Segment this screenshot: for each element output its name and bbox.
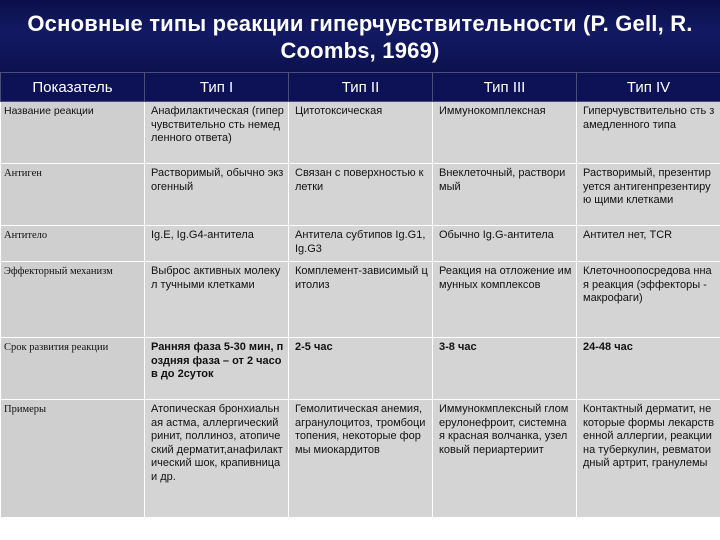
row-label: Название реакции — [1, 102, 145, 164]
table-cell: Комплемент-зависимый цитолиз — [289, 262, 433, 338]
table-row — [1, 262, 720, 338]
table-cell: Иммунокомплексная — [433, 102, 577, 164]
table-cell: Клеточноопосредова нная реакция (эффекторы - макрофаги) — [577, 262, 720, 338]
table-cell: Иммунокмплексный гломерулонефроит, системная красная волчанка, узелковый периартериит — [433, 400, 577, 518]
hypersensitivity-table — [0, 72, 720, 518]
table-cell: Обычно Ig.G-антитела — [433, 226, 577, 262]
row-label: Срок развития реакции — [1, 338, 145, 400]
table-row — [1, 226, 720, 262]
table-cell: 2-5 час — [289, 338, 433, 400]
table-cell: Ранняя фаза 5-30 мин, поздняя фаза – от 2 часов до 2суток — [145, 338, 289, 400]
header-row — [1, 73, 720, 102]
table-cell: Внеклеточный, растворимый — [433, 164, 577, 226]
row-label: Антиген — [1, 164, 145, 226]
header-type-1: Тип I — [145, 73, 289, 102]
table-cell: Реакция на отложение иммунных комплексов — [433, 262, 577, 338]
row-label: Антитело — [1, 226, 145, 262]
table-cell: Ig.E, Ig.G4-антитела — [145, 226, 289, 262]
header-type-4: Тип IV — [577, 73, 720, 102]
header-indicator: Показатель — [1, 73, 145, 102]
table-cell: Анафилактическая (гиперчувствительно сть немедленного ответа) — [145, 102, 289, 164]
table-row — [1, 338, 720, 400]
title-bar — [0, 0, 720, 72]
table-cell: Антител нет, TCR — [577, 226, 720, 262]
table-cell: 3-8 час — [433, 338, 577, 400]
table-cell: Гемолитическая анемия, агранулоцитоз, тромбоцитопения, некоторые формы миокардитов — [289, 400, 433, 518]
table-row — [1, 102, 720, 164]
table-cell: Растворимый, обычно экзогенный — [145, 164, 289, 226]
table-cell: 24-48 час — [577, 338, 720, 400]
table-cell: Гиперчувствительно сть замедленного типа — [577, 102, 720, 164]
slide-title: Основные типы реакции гиперчувствительности (P. Gell, R. Coombs, 1969) — [27, 11, 693, 63]
table-cell: Антитела субтипов Ig.G1, Ig.G3 — [289, 226, 433, 262]
table-cell: Контактный дерматит, некоторые формы лекарственной аллергии, реакции на туберкулин, ревматоидный артрит, гранулемы — [577, 400, 720, 518]
row-label: Примеры — [1, 400, 145, 518]
header-type-2: Тип II — [289, 73, 433, 102]
table-cell: Цитотоксическая — [289, 102, 433, 164]
table-cell: Связан с поверхностью клетки — [289, 164, 433, 226]
table-row — [1, 400, 720, 518]
table-cell: Выброс активных молекул тучными клетками — [145, 262, 289, 338]
row-label: Эффекторный механизм — [1, 262, 145, 338]
table-cell: Атопическая бронхиальная астма, аллергический ринит, поллиноз, атопический дерматит,анафилакт ический шок, крапивница и др. — [145, 400, 289, 518]
header-type-3: Тип III — [433, 73, 577, 102]
table-row — [1, 164, 720, 226]
table-cell: Растворимый, презентируется антигенпрезентирую щими клетками — [577, 164, 720, 226]
